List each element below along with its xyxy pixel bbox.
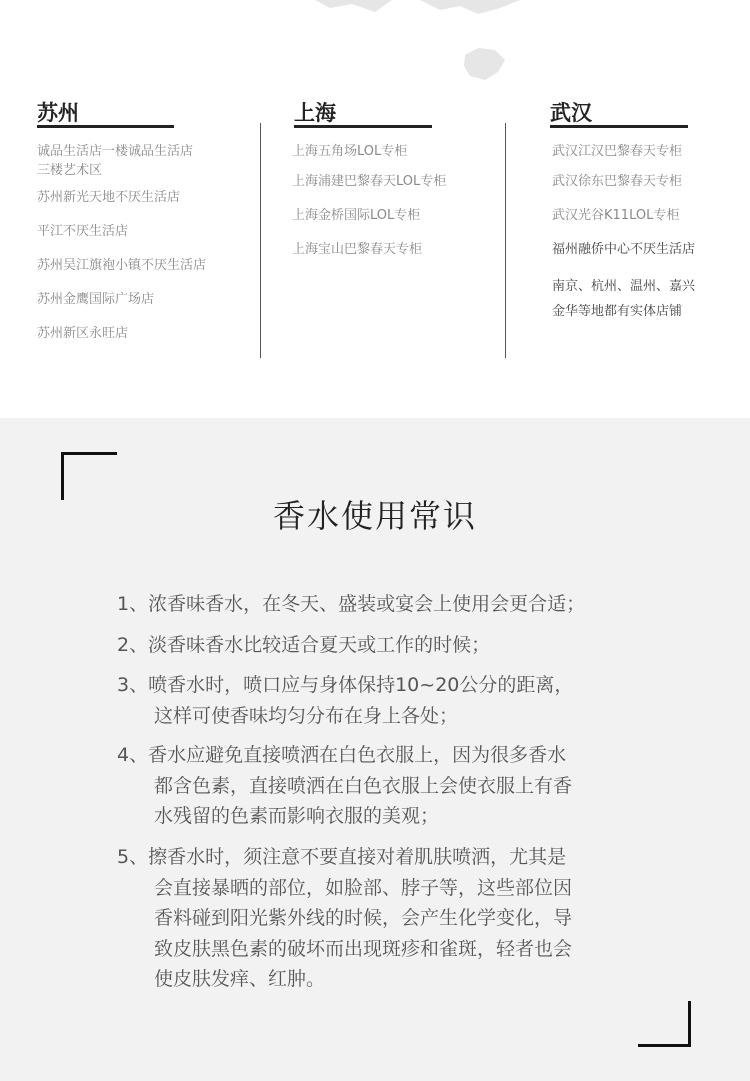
store-item: 苏州新区永旺店: [37, 326, 129, 341]
city-header-wuhan: [550, 100, 592, 126]
store-item: 南京、杭州、温州、嘉兴: [552, 279, 696, 294]
store-item: 上海宝山巴黎春天专柜: [292, 242, 423, 257]
tip-line: 香料碰到阳光紫外线的时候，会产生化学变化，导: [154, 907, 573, 929]
tip-number: 3、: [117, 674, 149, 696]
tip-line: 香水应避免直接喷洒在白色衣服上，因为很多香水: [148, 744, 567, 766]
tip-line: 会直接暴晒的部位，如脸部、脖子等，这些部位因: [154, 876, 573, 899]
tip-item: [117, 589, 585, 620]
section-title: 香水使用常识: [272, 497, 477, 535]
city-header-suzhou: [37, 100, 79, 126]
tip-item: [117, 630, 490, 661]
corner-bracket-top-left: [61, 452, 117, 500]
store-item: 三楼艺术区: [37, 163, 103, 178]
tip-line: 水残留的色素而影响衣服的美观；: [154, 805, 440, 827]
tip-line: 淡香味香水比较适合夏天或工作的时候；: [148, 634, 491, 656]
store-item: 上海金桥国际LOL专柜: [292, 208, 421, 223]
store-item: 武汉徐东巴黎春天专柜: [552, 174, 683, 189]
tip-line: 使皮肤发痒、红肿。: [154, 968, 326, 990]
tip-number: 4、: [117, 744, 149, 766]
tip-line: 致皮肤黑色素的破坏而出现斑疹和雀斑，轻者也会: [154, 937, 573, 960]
tip-item: [117, 842, 572, 995]
city-title: 上海: [294, 101, 336, 125]
tip-number: 5、: [117, 846, 149, 868]
store-item: 平江不厌生活店: [37, 224, 129, 239]
store-item: 苏州金鹰国际广场店: [37, 292, 155, 307]
tip-item: [117, 740, 572, 832]
store-item: 福州融侨中心不厌生活店: [552, 242, 696, 257]
store-item: 苏州吴江旗袍小镇不厌生活店: [37, 258, 207, 273]
tip-number: 1、: [117, 593, 149, 615]
tip-line: 这样可使香味均匀分布在身上各处；: [154, 704, 459, 727]
store-item: 金华等地都有实体店铺: [552, 304, 683, 319]
tip-number: 2、: [117, 634, 149, 656]
corner-bracket-bottom-right: [638, 1001, 691, 1047]
city-header-shanghai: [294, 100, 336, 126]
tip-line: 喷香水时，喷口应与身体保持10~20公分的距离，: [148, 674, 574, 696]
tip-line: 浓香味香水，在冬天、盛装或宴会上使用会更合适；: [148, 593, 586, 615]
store-item: 上海五角场LOL专柜: [292, 144, 408, 159]
city-title: 武汉: [550, 101, 592, 125]
store-item: 上海浦建巴黎春天LOL专柜: [292, 174, 447, 189]
store-item: 苏州新光天地不厌生活店: [37, 190, 181, 205]
store-item: 武汉光谷K11LOL专柜: [552, 208, 680, 223]
city-underline: [550, 125, 688, 128]
tip-line: 擦香水时，须注意不要直接对着肌肤喷洒，尤其是: [148, 846, 567, 868]
column-divider: [505, 123, 506, 358]
column-divider: [260, 123, 261, 358]
city-title: 苏州: [37, 101, 79, 125]
store-item: 诚品生活店一楼诚品生活店: [37, 144, 194, 159]
city-underline: [37, 125, 174, 128]
map-fragment-image: [0, 0, 750, 90]
city-underline: [294, 125, 432, 128]
tip-item: [117, 670, 573, 731]
store-item: 武汉江汉巴黎春天专柜: [552, 144, 683, 159]
tip-line: 都含色素，直接喷洒在白色衣服上会使衣服上有香: [154, 774, 573, 797]
